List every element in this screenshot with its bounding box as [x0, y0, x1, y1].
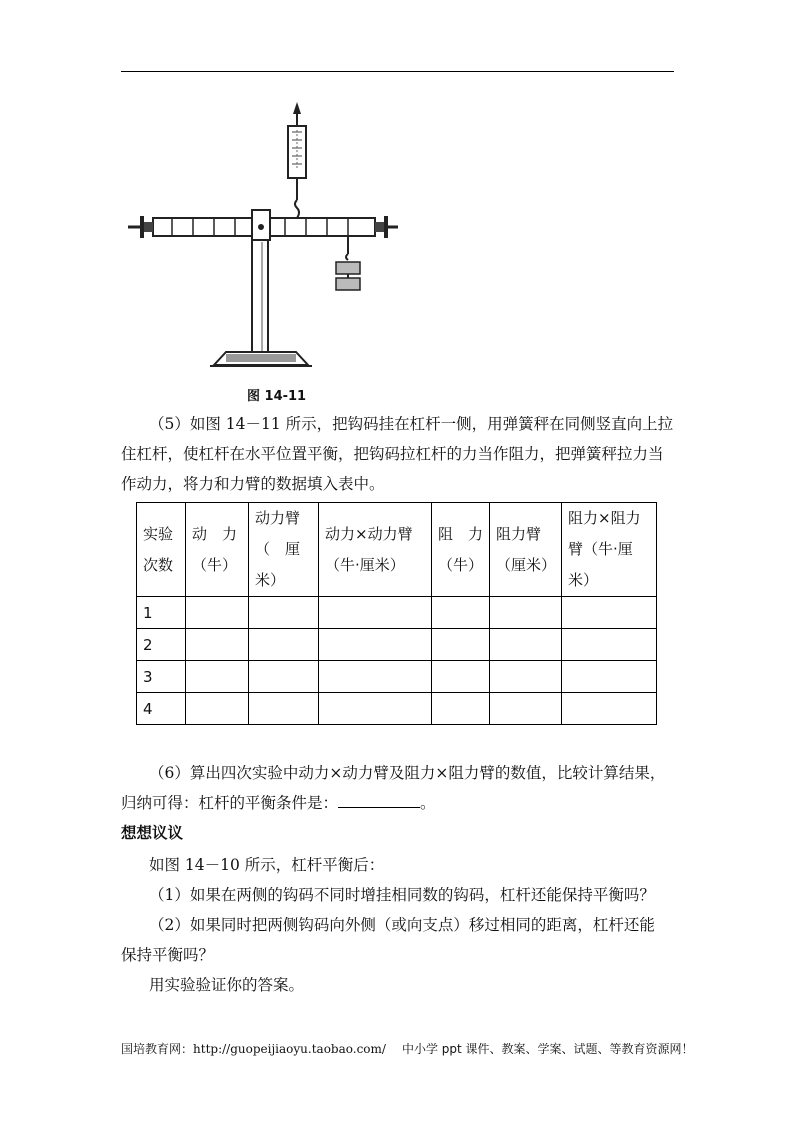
row-number: 2 — [137, 629, 186, 661]
table-cell[interactable] — [490, 629, 562, 661]
footer — [121, 1040, 694, 1057]
question-1: （1）如果在两侧的钩码不同时增挂相同数的钩码，杠杆还能保持平衡吗？ — [149, 886, 655, 904]
table-cell[interactable] — [249, 661, 319, 693]
step5-line1: （5）如图 14－11 所示，把钩码挂在杠杆一侧，用弹簧秤在同侧竖直向上拉 — [149, 415, 674, 433]
hook-weights — [336, 236, 360, 290]
question-2-line1: （2）如果同时把两侧钩码向外侧（或向支点）移过相同的距离，杠杆还能 — [149, 916, 655, 934]
data-table — [136, 502, 657, 725]
step6-line2 — [121, 788, 676, 818]
table-cell[interactable] — [186, 597, 249, 629]
header-load-arm: 阻力臂（厘米） — [490, 503, 562, 597]
header-effort-product: 动力×动力臂（牛·厘米） — [319, 503, 432, 597]
table-cell[interactable] — [249, 693, 319, 725]
row-number: 1 — [137, 597, 186, 629]
table-cell[interactable] — [432, 661, 490, 693]
header-load: 阻 力（牛） — [432, 503, 490, 597]
table-header-row — [137, 503, 657, 597]
table-cell[interactable] — [186, 629, 249, 661]
table-row — [137, 693, 657, 725]
step5-line2: 住杠杆，使杠杆在水平位置平衡，把钩码拉杠杆的力当作阻力，把弹簧秤拉力当 — [121, 445, 664, 463]
step6-paragraph — [121, 758, 676, 818]
discussion-heading: 想想议议 — [121, 824, 184, 842]
table-cell[interactable] — [432, 597, 490, 629]
table-cell[interactable] — [490, 661, 562, 693]
lever-figure — [0, 0, 793, 410]
step6-line2-prefix: 归纳可得：杠杆的平衡条件是： — [121, 794, 339, 812]
step5-paragraph — [121, 409, 676, 499]
table-row — [137, 597, 657, 629]
table-cell[interactable] — [186, 693, 249, 725]
table-cell[interactable] — [249, 597, 319, 629]
step6-line2-suffix: 。 — [420, 794, 436, 812]
figure-caption: 图 14-11 — [247, 389, 307, 404]
footer-url[interactable]: http://guopeijiaoyu.taobao.com/ — [193, 1042, 386, 1056]
header-effort-arm: 动力臂（ 厘米） — [249, 503, 319, 597]
table-cell[interactable] — [319, 629, 432, 661]
header-trial: 实验次数 — [137, 503, 186, 597]
table-cell[interactable] — [562, 661, 657, 693]
answer-blank[interactable] — [338, 793, 420, 808]
header-load-product: 阻力×阻力臂（牛·厘米） — [562, 503, 657, 597]
table-cell[interactable] — [432, 629, 490, 661]
table-cell[interactable] — [319, 661, 432, 693]
table-cell[interactable] — [490, 597, 562, 629]
step5-line3: 作动力，将力和力臂的数据填入表中。 — [121, 475, 385, 493]
table-cell[interactable] — [562, 629, 657, 661]
header-effort: 动 力（牛） — [186, 503, 249, 597]
row-number: 3 — [137, 661, 186, 693]
table-cell[interactable] — [319, 693, 432, 725]
table-cell[interactable] — [432, 693, 490, 725]
verify-instruction: 用实验验证你的答案。 — [149, 976, 305, 994]
discussion-body — [121, 850, 676, 1000]
table-row — [137, 661, 657, 693]
table-cell[interactable] — [562, 693, 657, 725]
footer-site: 国培教育网： — [121, 1042, 194, 1056]
footer-slogan: 中小学 ppt 课件、教案、学案、试题、等教育资源网！ — [401, 1042, 694, 1056]
spring-scale — [288, 102, 306, 218]
table-row — [137, 629, 657, 661]
discussion-intro: 如图 14－10 所示，杠杆平衡后： — [149, 856, 385, 874]
question-2-line2: 保持平衡吗？ — [121, 946, 215, 964]
row-number: 4 — [137, 693, 186, 725]
table-cell[interactable] — [249, 629, 319, 661]
table-cell[interactable] — [490, 693, 562, 725]
step6-line1: （6）算出四次实验中动力×动力臂及阻力×阻力臂的数值，比较计算结果， — [149, 764, 666, 782]
table-cell[interactable] — [186, 661, 249, 693]
table-cell[interactable] — [319, 597, 432, 629]
table-cell[interactable] — [562, 597, 657, 629]
